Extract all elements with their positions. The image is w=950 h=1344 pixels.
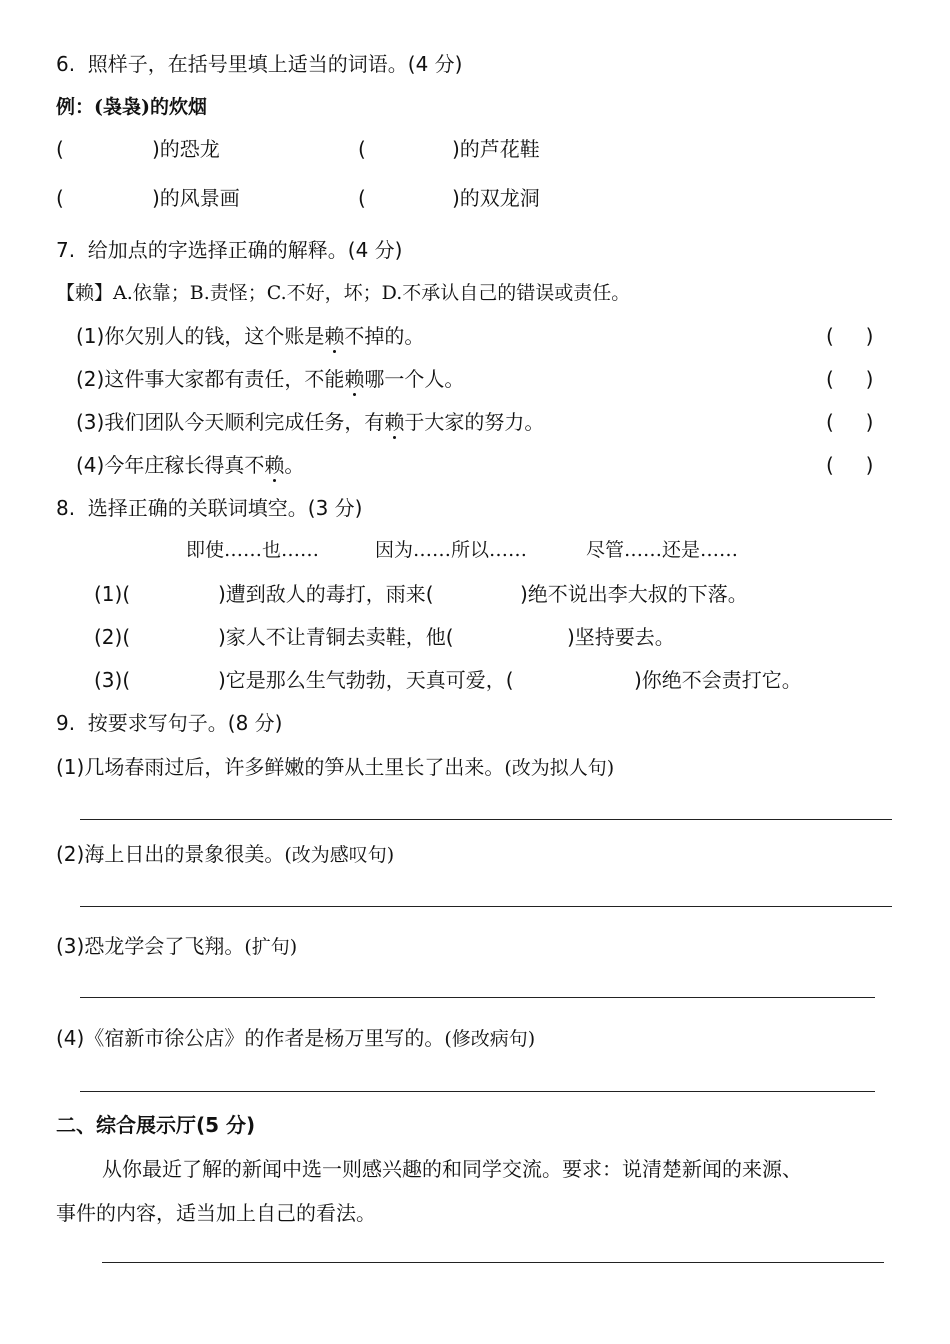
q6-blank-open: ( xyxy=(358,186,366,210)
q9-hint: (改为拟人句) xyxy=(504,757,615,779)
answer-line xyxy=(80,819,892,820)
answer-paren: ( ) xyxy=(826,453,874,477)
q6-blank-text: )的恐龙 xyxy=(152,137,220,161)
section2-title: 二、综合展示厅(5 分) xyxy=(56,1113,256,1137)
q8-item-end: )绝不说出李大叔的下落。 xyxy=(520,582,748,606)
answer-paren: ( ) xyxy=(826,324,874,348)
answer-line xyxy=(80,906,892,907)
dotted-char: 赖 xyxy=(384,410,405,434)
q9-item: (4)《宿新市徐公店》的作者是杨万里写的。(修改病句) xyxy=(56,1026,536,1050)
q6-blank-open: ( xyxy=(358,137,366,161)
q9-item: (3)恐龙学会了飞翔。(扩句) xyxy=(56,934,298,958)
q6-title: 6. 照样子，在括号里填上适当的词语。(4 分) xyxy=(56,52,463,76)
q9-hint: (改为感叹句) xyxy=(284,844,395,866)
answer-line xyxy=(80,1091,875,1092)
section2-text: 事件的内容，适当加上自己的看法。 xyxy=(56,1201,376,1225)
q6-blank-text: )的风景画 xyxy=(152,186,240,210)
q9-hint: (扩句) xyxy=(244,936,298,958)
answer-paren: ( ) xyxy=(826,410,874,434)
connective-word: 尽管……还是…… xyxy=(586,539,739,561)
q9-hint: (修改病句) xyxy=(444,1028,536,1050)
connective-word: 因为……所以…… xyxy=(375,539,528,561)
section2-text: 从你最近了解的新闻中选一则感兴趣的和同学交流。要求：说清楚新闻的来源、 xyxy=(102,1157,802,1181)
answer-line xyxy=(80,997,875,998)
connective-word: 即使……也…… xyxy=(186,539,320,561)
answer-paren: ( ) xyxy=(826,367,874,391)
q6-example: 例：(袅袅)的炊烟 xyxy=(56,96,207,118)
q8-item-start: (1)( xyxy=(94,582,131,606)
q8-title: 8. 选择正确的关联词填空。(3 分) xyxy=(56,496,363,520)
section2-score: (5 分) xyxy=(196,1113,256,1137)
q7-title: 7. 给加点的字选择正确的解释。(4 分) xyxy=(56,238,403,262)
answer-line xyxy=(102,1262,884,1263)
q8-item-start: (3)( xyxy=(94,668,131,692)
dotted-char: 赖 xyxy=(264,453,285,477)
q6-blank-text: )的双龙洞 xyxy=(452,186,540,210)
q9-item: (2)海上日出的景象很美。(改为感叹句) xyxy=(56,842,395,866)
q8-item-mid: )遭到敌人的毒打，雨来( xyxy=(218,582,434,606)
q7-options: 【赖】A.依靠；B.责怪；C.不好，坏；D.不承认自己的错误或责任。 xyxy=(56,282,631,304)
q6-blank-open: ( xyxy=(56,137,64,161)
q7-item: (1)你欠别人的钱，这个账是赖不掉的。 xyxy=(76,324,425,348)
q8-item-start: (2)( xyxy=(94,625,131,649)
q8-item-end: )你绝不会责打它。 xyxy=(634,668,802,692)
q6-blank-text: )的芦花鞋 xyxy=(452,137,540,161)
q9-item: (1)几场春雨过后，许多鲜嫩的笋从土里长了出来。(改为拟人句) xyxy=(56,755,615,779)
q9-title: 9. 按要求写句子。(8 分) xyxy=(56,711,283,735)
dotted-char: 赖 xyxy=(324,324,345,348)
q7-item: (2)这件事大家都有责任，不能赖哪一个人。 xyxy=(76,367,465,391)
q8-item-mid: )家人不让青铜去卖鞋，他( xyxy=(218,625,454,649)
q7-item: (3)我们团队今天顺利完成任务，有赖于大家的努力。 xyxy=(76,410,545,434)
dotted-char: 赖 xyxy=(344,367,365,391)
q8-item-end: )坚持要去。 xyxy=(567,625,675,649)
q8-item-mid: )它是那么生气勃勃，天真可爱，( xyxy=(218,668,514,692)
q7-item: (4)今年庄稼长得真不赖。 xyxy=(76,453,305,477)
q6-blank-open: ( xyxy=(56,186,64,210)
